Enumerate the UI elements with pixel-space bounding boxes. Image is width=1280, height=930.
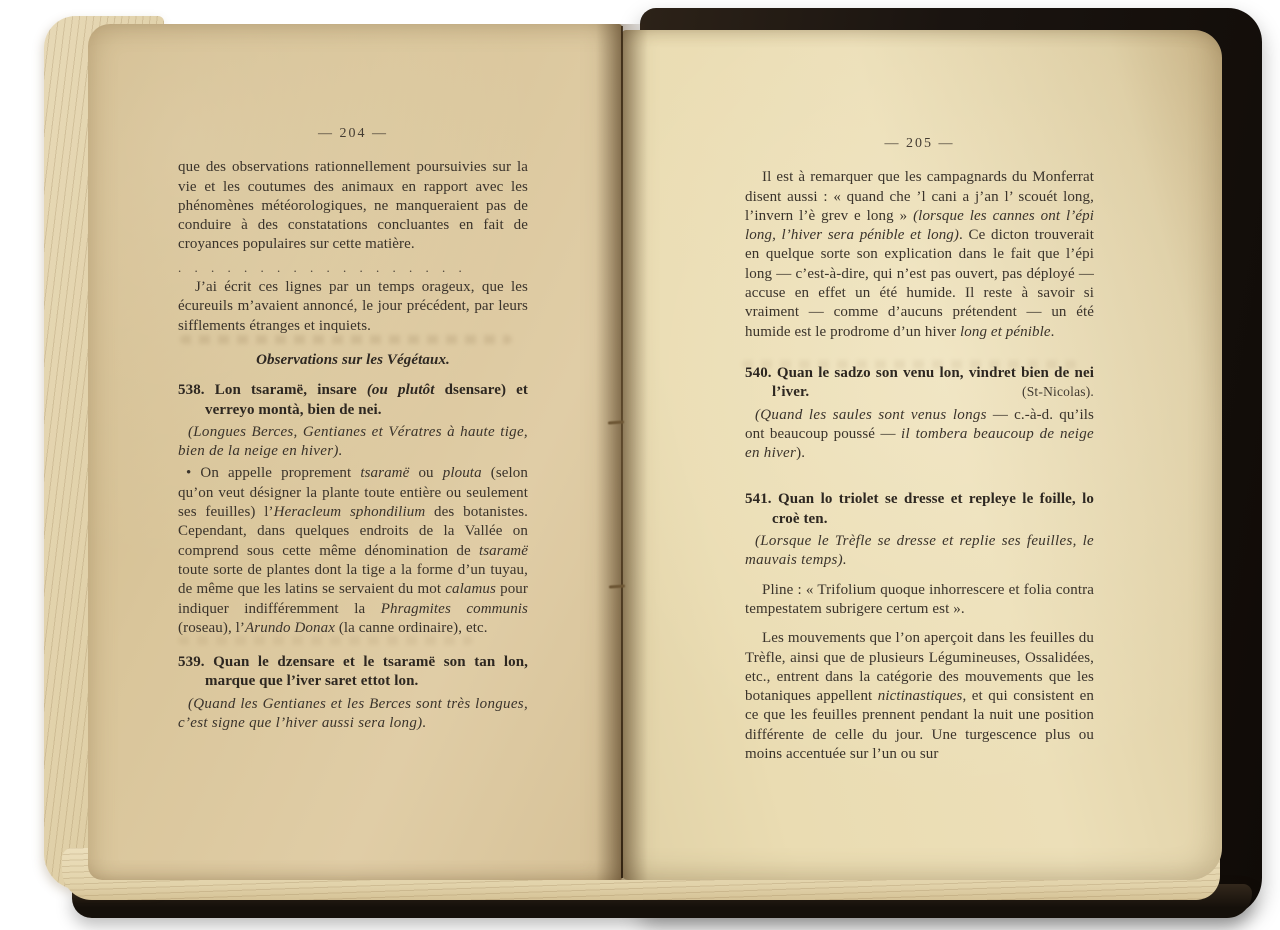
entry-541-head: 541. Quan lo triolet se dresse et repleye le foille, lo croè ten. — [745, 491, 1094, 527]
entry-539-head: 539. Quan le dzensare et le tsaramë son tan lon, marque que l’iver saret ettot lon. — [178, 654, 528, 690]
entry-540-attribution: (St-Nicolas). — [1022, 384, 1094, 400]
entry-538-gloss: (Longues Berces, Gentianes et Vératres à haute tige, bien de la neige en hiver). — [178, 423, 528, 460]
entry-540-gloss: (Quand les saules sont venus longs — c.-à-d. qu’ils ont beaucoup poussé — il tombera beaucoup de neige en hiver). — [745, 406, 1094, 462]
left-page — [88, 24, 622, 880]
right-page-text — [745, 134, 1094, 764]
entry-538-note: • On appelle proprement tsaramë ou plouta (selon qu’on veut désigner la plante toute entière ou seulement ses feuilles) l’Heracleum sphondilium des botanistes. Cependant, dans quelques endroits de la Vallée on comprend sous cette même dénomination de tsaramë toute sorte de plantes dont la tige a la forme d’un tuyau, de même que les latins se servaient du mot calamus pour indiquer indifféremment la Phragmites communis (roseau), l’Arundo Donax (la canne ordinaire), etc. — [178, 465, 529, 636]
paragraph-squirrels: J’ai écrit ces lignes par un temps orageux, que les écureuils m’avaient annoncé, le jour précédent, par leurs sifflements étranges et inquiets. — [178, 279, 528, 334]
gutter-line — [621, 26, 623, 878]
paragraph-intro: que des observations rationnellement poursuivies sur la vie et les coutumes des animaux en rapport avec les phénomènes météorologiques, ne manqueraient pas de conduire à des constatations concluantes en fait de croyances populaires sur cette matière. — [178, 159, 528, 253]
right-page — [622, 30, 1222, 880]
paragraph-monferrat: Il est à remarquer que les campagnards du Monferrat disent aussi : « quand che ’l cani a j’an l’ scouét long, l’invern l’è grev e long » (lorsque les cannes ont l’épi long, l’hiver sera pénible et long). Ce dicton trouverait en quelque sorte son explication dans le fait que l’épi long — c’est-à-dire, qui n’est pas ouvert, pas déployé — accuse en effet un été humide. Il reste à savoir si vraiment — comme d’aucuns prétendent — un été humide est le prodrome d’un hiver long et pénible. — [745, 169, 1094, 340]
left-page-text — [178, 124, 528, 733]
entry-541-gloss: (Lorsque le Trèfle se dresse et replie ses feuilles, le mauvais temps). — [745, 533, 1094, 569]
section-heading: Observations sur les Végétaux. — [256, 351, 450, 368]
dotted-separator: . . . . . . . . . . . . . . . . . . — [178, 259, 467, 275]
entry-538-head: 538. Lon tsaramë, insare (ou plutôt dsensare) et verreyo montà, bien de nei. — [178, 382, 528, 418]
paragraph-pline: Pline : « Trifolium quoque inhorrescere et folia contra tempestatem subrigere certum est ». — [745, 581, 1094, 617]
paragraph-movements: Les mouvements que l’on aperçoit dans les feuilles du Trèfle, ainsi que de plusieurs Légumineuses, Ossalidées, etc., entrent dans la catégorie des mouvements que les botaniques appellent nictinastiques, et qui consistent en ce que les feuilles prennent pendant la nuit une position différente de celle du jour. Une turgescence plus ou moins accentuée sur l’un ou sur — [745, 630, 1094, 763]
entry-540-head: 540. Quan le sadzo son venu lon, vindret bien de nei l’iver. (St-Nicolas). — [745, 364, 1094, 401]
entry-539-gloss: (Quand les Gentianes et les Berces sont très longues, c’est signe que l’hiver aussi sera long). — [178, 695, 528, 732]
page-number-right: — 205 — — [884, 136, 955, 151]
page-number-left: — 204 — — [318, 126, 388, 141]
